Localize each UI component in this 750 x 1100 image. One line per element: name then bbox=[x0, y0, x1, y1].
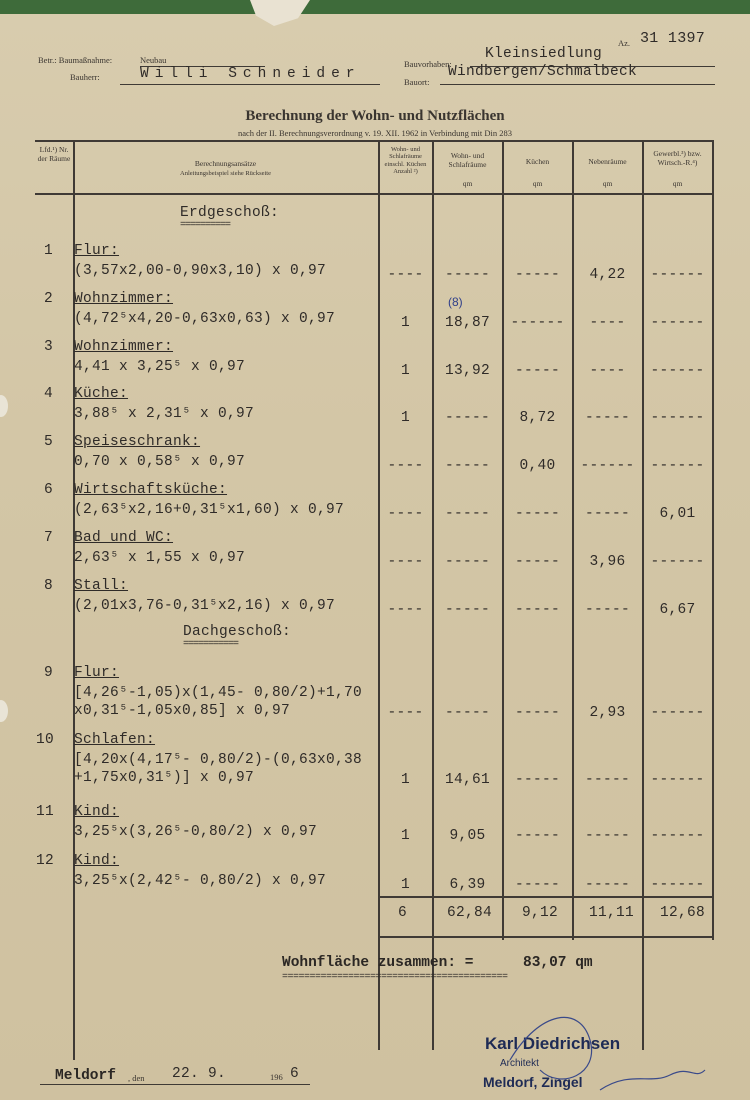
summary-label: Wohnfläche zusammen: = bbox=[282, 955, 474, 971]
row-anzahl: ---- bbox=[387, 458, 424, 474]
field-line bbox=[120, 84, 380, 85]
row-formula: (2,63⁵x2,16+0,31⁵x1,60) x 0,97 bbox=[74, 502, 345, 518]
page-title: Berechnung der Wohn- und Nutzflächen bbox=[245, 108, 505, 124]
row-wohn: ----- bbox=[444, 267, 490, 283]
row-formula-line2: +1,75x0,31⁵)] x 0,97 bbox=[74, 770, 255, 786]
punch-hole bbox=[0, 700, 8, 722]
row-kueche: ------ bbox=[510, 315, 565, 331]
row-wohn: 18,87 bbox=[444, 315, 490, 331]
row-gew: 6,67 bbox=[659, 602, 696, 618]
row-number: 9 bbox=[44, 665, 54, 681]
row-gew: ------ bbox=[650, 877, 705, 893]
year-prefix: 196 bbox=[270, 1072, 283, 1082]
row-gew: ------ bbox=[650, 705, 705, 721]
row-formula-line2: x0,31⁵-1,05x0,85] x 0,97 bbox=[74, 703, 291, 719]
row-wohn-note: (8) bbox=[448, 295, 463, 309]
date-line bbox=[40, 1084, 310, 1085]
row-kueche: ----- bbox=[514, 602, 560, 618]
header-anzahl: Wohn- und Schlafräume einschl. Küchen Anzahl ²) bbox=[384, 146, 427, 176]
row-neben: ----- bbox=[584, 410, 630, 426]
bauherr-label: Bauherr: bbox=[70, 72, 100, 82]
row-anzahl: 1 bbox=[400, 363, 410, 379]
row-wohn: 13,92 bbox=[444, 363, 490, 379]
row-neben: ----- bbox=[584, 506, 630, 522]
total-neben: 11,11 bbox=[589, 905, 635, 921]
row-neben: ----- bbox=[584, 828, 630, 844]
row-neben: ------ bbox=[580, 458, 635, 474]
row-number: 10 bbox=[36, 732, 55, 748]
row-wohn: 6,39 bbox=[449, 877, 486, 893]
section-erdgeschoss: Erdgeschoß: bbox=[180, 205, 280, 221]
row-room-name: Wohnzimmer: bbox=[74, 339, 174, 355]
header-ansaetze-sub: Anleitungsbeispiel siehe Rückseite bbox=[180, 170, 271, 177]
header-lfd: Lfd.¹) Nr. der Räume bbox=[37, 145, 71, 163]
total-wohn: 62,84 bbox=[447, 905, 493, 921]
row-anzahl: ---- bbox=[387, 705, 424, 721]
header-neben-unit: qm bbox=[602, 179, 613, 188]
row-formula: 0,70 x 0,58⁵ x 0,97 bbox=[74, 454, 246, 470]
row-formula: [4,20x(4,17⁵- 0,80/2)-(0,63x0,38 bbox=[74, 752, 363, 768]
row-gew: ------ bbox=[650, 267, 705, 283]
row-anzahl: 1 bbox=[400, 828, 410, 844]
row-wohn: ----- bbox=[444, 705, 490, 721]
row-kueche: ----- bbox=[514, 828, 560, 844]
row-room-name: Schlafen: bbox=[74, 732, 156, 748]
row-room-name: Wirtschaftsküche: bbox=[74, 482, 228, 498]
row-number: 12 bbox=[36, 853, 55, 869]
row-room-name: Stall: bbox=[74, 578, 129, 594]
row-room-name: Wohnzimmer: bbox=[74, 291, 174, 307]
bauvorhaben-label: Bauvorhaben: bbox=[404, 59, 452, 69]
row-room-name: Kind: bbox=[74, 804, 120, 820]
section-underline: ========== bbox=[180, 220, 231, 231]
row-neben: 2,93 bbox=[589, 705, 626, 721]
row-wohn: ----- bbox=[444, 410, 490, 426]
den-label: , den bbox=[128, 1073, 145, 1083]
header-wohn-unit: qm bbox=[462, 179, 473, 188]
header-gewerbl: Gewerbl.³) bzw. Wirtsch.-R.⁴) bbox=[653, 149, 702, 167]
row-anzahl: ---- bbox=[387, 602, 424, 618]
row-anzahl: ---- bbox=[387, 554, 424, 570]
row-gew: ------ bbox=[650, 458, 705, 474]
row-gew: ------ bbox=[650, 410, 705, 426]
row-room-name: Küche: bbox=[74, 386, 129, 402]
row-formula: (4,72⁵x4,20-0,63x0,63) x 0,97 bbox=[74, 311, 336, 327]
totals-bottom-rule bbox=[378, 936, 712, 938]
az-value: 31 1397 bbox=[640, 30, 706, 47]
paper-tear bbox=[250, 0, 310, 26]
date: 22. 9. bbox=[172, 1066, 227, 1082]
row-kueche: ----- bbox=[514, 705, 560, 721]
row-formula: (3,57x2,00-0,90x3,10) x 0,97 bbox=[74, 263, 327, 279]
bauort-value: Windbergen/Schmalbeck bbox=[448, 64, 638, 80]
header-gewerbl-unit: qm bbox=[672, 179, 683, 188]
row-neben: 3,96 bbox=[589, 554, 626, 570]
row-formula: 3,25⁵x(2,42⁵- 0,80/2) x 0,97 bbox=[74, 873, 327, 889]
row-number: 3 bbox=[44, 339, 54, 355]
row-number: 11 bbox=[36, 804, 55, 820]
baumassnahme: Neubau bbox=[140, 55, 167, 65]
row-neben: ---- bbox=[589, 315, 626, 331]
row-kueche: ----- bbox=[514, 363, 560, 379]
row-wohn: ----- bbox=[444, 506, 490, 522]
totals-top-rule bbox=[378, 896, 712, 898]
row-gew: ------ bbox=[650, 772, 705, 788]
row-wohn: ----- bbox=[444, 458, 490, 474]
row-room-name: Flur: bbox=[74, 665, 120, 681]
row-room-name: Bad und WC: bbox=[74, 530, 174, 546]
section-dachgeschoss: Dachgeschoß: bbox=[183, 624, 292, 640]
header-kuechen-unit: qm bbox=[532, 179, 543, 188]
row-number: 7 bbox=[44, 530, 54, 546]
year-suffix: 6 bbox=[290, 1066, 300, 1082]
column-rule bbox=[712, 140, 714, 940]
row-anzahl: 1 bbox=[400, 410, 410, 426]
bauherr-value: Willi Schneider bbox=[140, 66, 361, 82]
row-formula: [4,26⁵-1,05)x(1,45- 0,80/2)+1,70 bbox=[74, 685, 363, 701]
row-neben: ----- bbox=[584, 602, 630, 618]
summary-underline: ========================================= bbox=[282, 972, 508, 983]
row-neben: 4,22 bbox=[589, 267, 626, 283]
row-anzahl: ---- bbox=[387, 506, 424, 522]
stamp-city: Meldorf, Zingel bbox=[483, 1074, 583, 1090]
row-number: 8 bbox=[44, 578, 54, 594]
row-formula: 4,41 x 3,25⁵ x 0,97 bbox=[74, 359, 246, 375]
row-number: 6 bbox=[44, 482, 54, 498]
bauvorhaben-value: Kleinsiedlung bbox=[485, 46, 603, 62]
field-line bbox=[440, 84, 715, 85]
row-number: 1 bbox=[44, 243, 54, 259]
column-rule bbox=[502, 140, 504, 940]
row-anzahl: 1 bbox=[400, 877, 410, 893]
row-room-name: Flur: bbox=[74, 243, 120, 259]
row-gew: ------ bbox=[650, 828, 705, 844]
row-anzahl: ---- bbox=[387, 267, 424, 283]
row-gew: ------ bbox=[650, 315, 705, 331]
page-subtitle: nach der II. Berechnungsverordnung v. 19. XII. 1962 in Verbindung mit Din 283 bbox=[237, 128, 513, 138]
header-kuechen: Küchen bbox=[525, 157, 550, 166]
row-anzahl: 1 bbox=[400, 772, 410, 788]
table-top-rule bbox=[35, 140, 712, 142]
header-neben: Nebenräume bbox=[588, 157, 627, 166]
row-kueche: 0,40 bbox=[519, 458, 556, 474]
column-rule bbox=[572, 140, 574, 940]
row-kueche: ----- bbox=[514, 506, 560, 522]
row-kueche: ----- bbox=[514, 554, 560, 570]
row-formula: 3,88⁵ x 2,31⁵ x 0,97 bbox=[74, 406, 255, 422]
row-gew: 6,01 bbox=[659, 506, 696, 522]
row-formula: 3,25⁵x(3,26⁵-0,80/2) x 0,97 bbox=[74, 824, 318, 840]
row-formula: 2,63⁵ x 1,55 x 0,97 bbox=[74, 550, 246, 566]
header-wohn: Wohn- und Schlafräume bbox=[448, 151, 487, 169]
row-neben: ----- bbox=[584, 772, 630, 788]
summary-value: 83,07 qm bbox=[523, 955, 593, 971]
row-kueche: 8,72 bbox=[519, 410, 556, 426]
stamp-title: Architekt bbox=[500, 1058, 539, 1069]
row-wohn: ----- bbox=[444, 554, 490, 570]
row-formula: (2,01x3,76-0,31⁵x2,16) x 0,97 bbox=[74, 598, 336, 614]
az-label: Az. bbox=[618, 38, 631, 48]
row-kueche: ----- bbox=[514, 772, 560, 788]
row-wohn: 9,05 bbox=[449, 828, 486, 844]
row-room-name: Kind: bbox=[74, 853, 120, 869]
row-room-name: Speiseschrank: bbox=[74, 434, 201, 450]
folder-strip bbox=[0, 0, 750, 14]
section-underline: =========== bbox=[183, 639, 239, 650]
row-gew: ------ bbox=[650, 363, 705, 379]
row-gew: ------ bbox=[650, 554, 705, 570]
row-wohn: 14,61 bbox=[444, 772, 490, 788]
row-wohn: ----- bbox=[444, 602, 490, 618]
stamp-name: Karl Diedrichsen bbox=[485, 1034, 621, 1053]
signature-scribble bbox=[480, 1000, 710, 1100]
row-number: 5 bbox=[44, 434, 54, 450]
punch-hole bbox=[0, 395, 8, 417]
bauort-label: Bauort: bbox=[404, 77, 430, 87]
header-ansaetze: Berechnungsansätze bbox=[194, 159, 257, 168]
row-anzahl: 1 bbox=[400, 315, 410, 331]
row-number: 2 bbox=[44, 291, 54, 307]
row-neben: ---- bbox=[589, 363, 626, 379]
row-kueche: ----- bbox=[514, 267, 560, 283]
row-number: 4 bbox=[44, 386, 54, 402]
row-kueche: ----- bbox=[514, 877, 560, 893]
table-header-rule bbox=[35, 193, 712, 195]
row-neben: ----- bbox=[584, 877, 630, 893]
place: Meldorf bbox=[55, 1068, 116, 1084]
total-anzahl: 6 bbox=[398, 905, 408, 921]
total-kueche: 9,12 bbox=[522, 905, 559, 921]
betr-label: Betr.: Baumaßnahme: bbox=[38, 55, 113, 65]
total-gewerbl: 12,68 bbox=[660, 905, 706, 921]
